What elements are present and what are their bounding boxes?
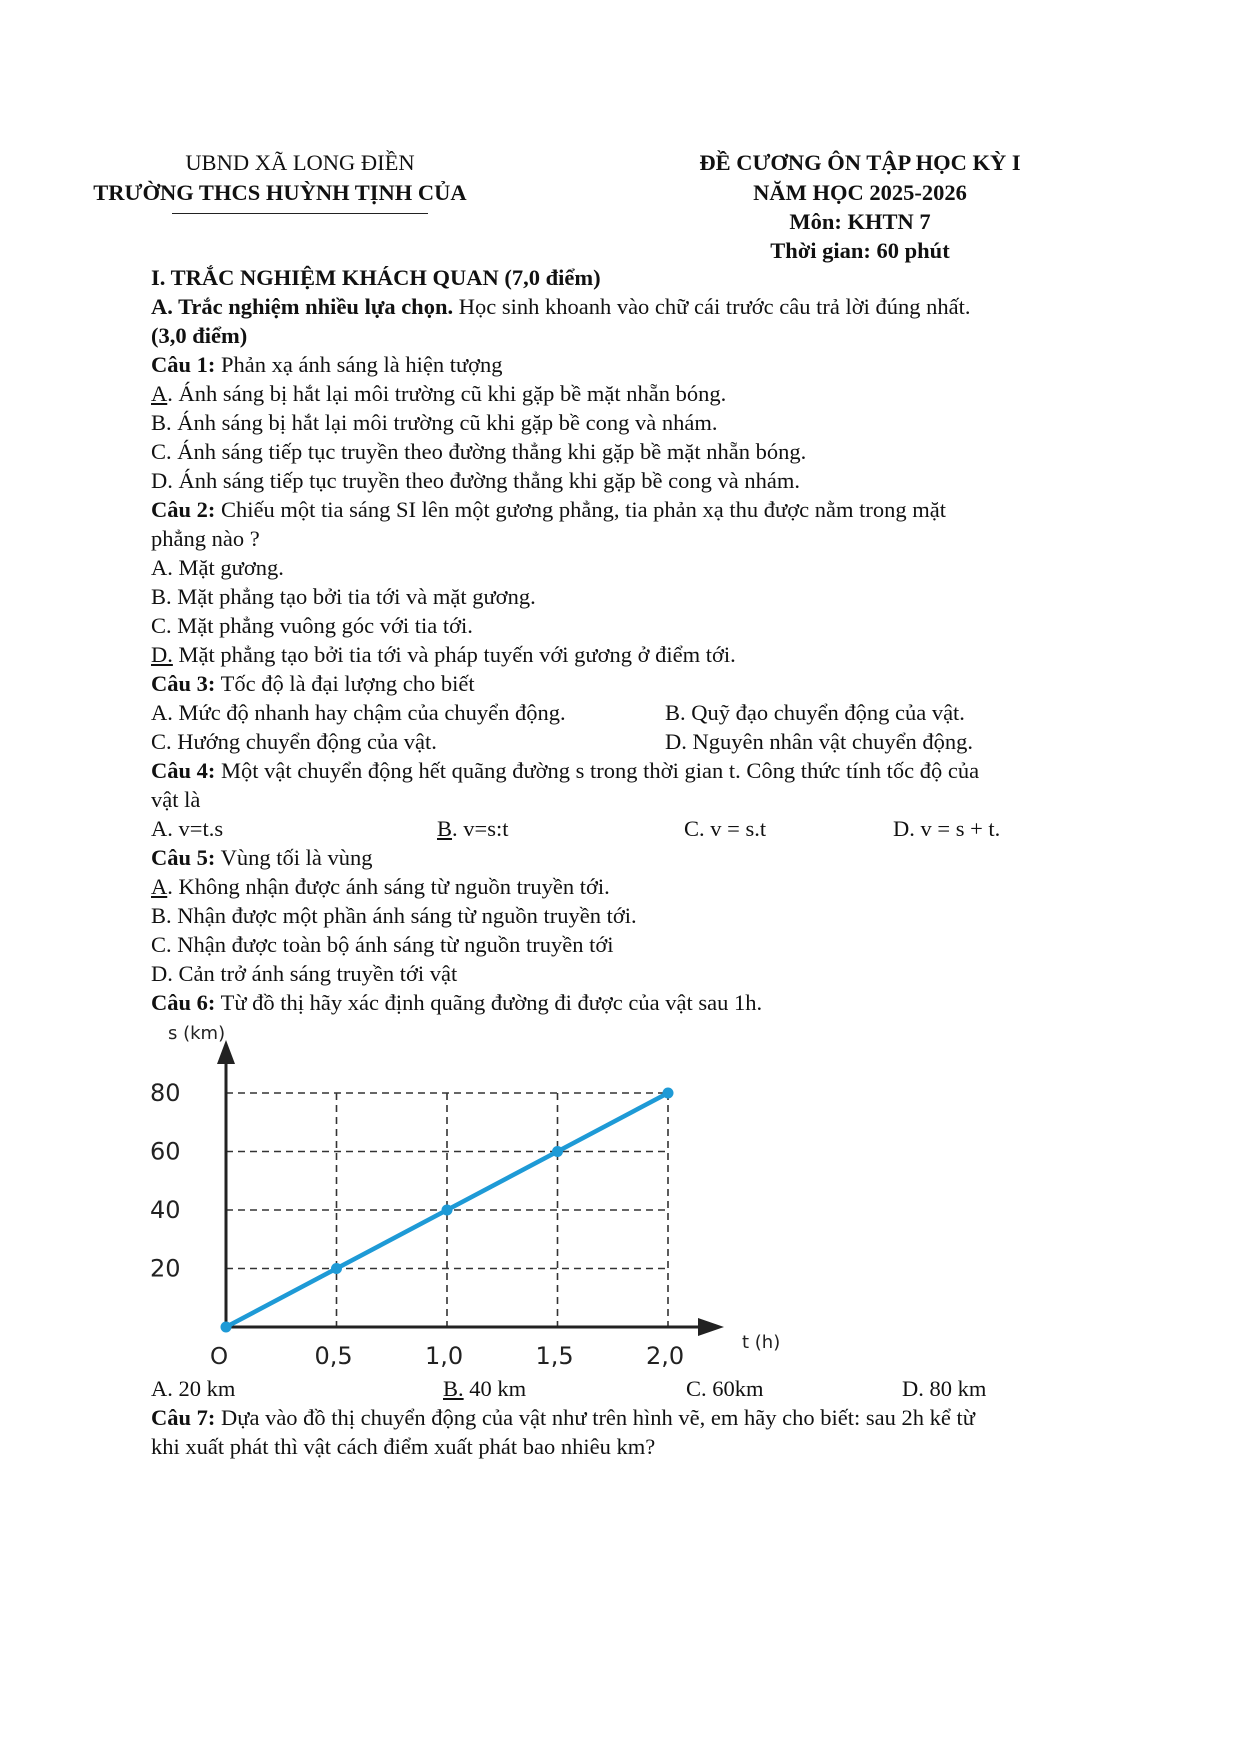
- part-a-heading: [151, 293, 971, 320]
- option-text: 40 km: [463, 1376, 527, 1401]
- section-title: I. TRẮC NGHIỆM KHÁCH QUAN (7,0 điểm): [151, 265, 601, 290]
- q1-option-b: B. Ánh sáng bị hắt lại môi trường cũ khi gặp bề cong và nhám.: [151, 410, 718, 435]
- q4-option-a: A. v=t.s: [151, 816, 224, 841]
- q5-option-a: [151, 873, 610, 900]
- q1-option-a: [151, 380, 726, 407]
- part-a-points: (3,0 điểm): [151, 323, 248, 348]
- q6-option-b: [443, 1375, 526, 1402]
- q5-option-d: D. Cản trở ánh sáng truyền tới vật: [151, 961, 458, 986]
- option-text: . Không nhận được ánh sáng từ nguồn truyền tới.: [167, 874, 610, 899]
- question-4: [151, 757, 979, 784]
- question-label: Câu 1:: [151, 352, 216, 377]
- question-text: Từ đồ thị hãy xác định quãng đường đi được của vật sau 1h.: [215, 990, 763, 1015]
- y-tick-label: 60: [150, 1137, 181, 1166]
- question-text: Vùng tối là vùng: [215, 845, 373, 870]
- question-label: Câu 2:: [151, 497, 216, 522]
- x-tick-label: 2,0: [646, 1342, 685, 1370]
- q2-option-b: B. Mặt phẳng tạo bởi tia tới và mặt gương.: [151, 584, 536, 609]
- question-label: Câu 7:: [151, 1405, 216, 1430]
- data-point: [221, 1322, 232, 1333]
- q3-option-d: D. Nguyên nhân vật chuyển động.: [665, 729, 974, 754]
- question-text: Tốc độ là đại lượng cho biết: [215, 671, 475, 696]
- school-name: TRƯỜNG THCS HUỲNH TỊNH CỦA: [93, 180, 467, 205]
- q6-option-d: D. 80 km: [902, 1376, 987, 1401]
- data-point: [442, 1205, 453, 1216]
- q3-option-a: A. Mức độ nhanh hay chậm của chuyển động.: [151, 700, 566, 725]
- question-text: Một vật chuyển động hết quãng đường s trong thời gian t. Công thức tính tốc độ của: [215, 758, 980, 783]
- q1-option-d: D. Ánh sáng tiếp tục truyền theo đường thẳng khi gặp bề cong và nhám.: [151, 468, 800, 493]
- question-text: Chiếu một tia sáng SI lên một gương phẳng, tia phản xạ thu được nằm trong mặt: [215, 497, 946, 522]
- header-divider: [172, 213, 428, 214]
- x-tick-label: 0,5: [314, 1342, 353, 1370]
- distance-time-graph: [150, 1018, 810, 1373]
- part-a-title: A. Trắc nghiệm nhiều lựa chọn.: [151, 294, 454, 319]
- y-tick-label: 20: [150, 1254, 181, 1283]
- question-label: Câu 4:: [151, 758, 216, 783]
- answer-letter: B.: [443, 1376, 464, 1401]
- y-tick-label: 80: [150, 1079, 181, 1107]
- x-tick-label: 1,0: [425, 1342, 464, 1370]
- answer-letter: A: [151, 381, 168, 406]
- question-text: Dựa vào đồ thị chuyển động của vật như trên hình vẽ, em hãy cho biết: sau 2h kể từ: [215, 1405, 975, 1430]
- duration: Thời gian: 60 phút: [770, 238, 950, 263]
- q6-option-c: C. 60km: [686, 1376, 764, 1401]
- q3-option-b: B. Quỹ đạo chuyển động của vật.: [665, 700, 965, 725]
- q4-option-c: C. v = s.t: [684, 816, 767, 841]
- q4-option-b: [437, 815, 508, 842]
- question-text: Phản xạ ánh sáng là hiện tượng: [215, 352, 503, 377]
- x-tick-label: 1,5: [535, 1342, 574, 1370]
- question-6: [151, 989, 762, 1016]
- question-3: [151, 670, 475, 697]
- answer-letter: D.: [151, 642, 173, 667]
- question-4-continued: vật là: [151, 787, 201, 812]
- q1-option-c: C. Ánh sáng tiếp tục truyền theo đường thẳng khi gặp bề mặt nhẵn bóng.: [151, 439, 807, 464]
- answer-letter: A: [151, 874, 168, 899]
- question-label: Câu 6:: [151, 990, 216, 1015]
- option-text: Mặt phẳng tạo bởi tia tới và pháp tuyến với gương ở điểm tới.: [172, 642, 736, 667]
- y-axis-label: s (km): [168, 1023, 226, 1044]
- question-5: [151, 844, 372, 871]
- question-label: Câu 3:: [151, 671, 216, 696]
- part-a-instruction: Học sinh khoanh vào chữ cái trước câu trả lời đúng nhất.: [453, 294, 971, 319]
- option-text: . v=s:t: [452, 816, 509, 841]
- question-2-continued: phẳng nào ?: [151, 526, 260, 551]
- x-axis-label: t (h): [742, 1332, 781, 1353]
- x-axis-arrow: [698, 1318, 724, 1336]
- question-7: [151, 1404, 975, 1431]
- authority-name: UBND XÃ LONG ĐIỀN: [185, 150, 415, 175]
- q2-option-c: C. Mặt phẳng vuông góc với tia tới.: [151, 613, 473, 638]
- question-1: [151, 351, 503, 378]
- data-point: [663, 1088, 674, 1099]
- y-tick-label: 40: [150, 1196, 181, 1224]
- q5-option-b: B. Nhận được một phần ánh sáng từ nguồn truyền tới.: [151, 903, 637, 928]
- document-title: ĐỀ CƯƠNG ÔN TẬP HỌC KỲ I: [699, 150, 1021, 175]
- question-label: Câu 5:: [151, 845, 216, 870]
- question-7-continued: khi xuất phát thì vật cách điểm xuất phát bao nhiêu km?: [151, 1434, 656, 1459]
- subject: Môn: KHTN 7: [789, 209, 931, 234]
- school-year: NĂM HỌC 2025-2026: [753, 180, 967, 205]
- q5-option-c: C. Nhận được toàn bộ ánh sáng từ nguồn truyền tới: [151, 932, 614, 957]
- q3-option-c: C. Hướng chuyển động của vật.: [151, 729, 437, 754]
- q2-option-a: A. Mặt gương.: [151, 555, 284, 580]
- origin-label: O: [210, 1344, 229, 1370]
- q6-option-a: A. 20 km: [151, 1376, 236, 1401]
- q2-option-d: [151, 641, 736, 668]
- option-text: . Ánh sáng bị hắt lại môi trường cũ khi gặp bề mặt nhẵn bóng.: [167, 381, 727, 406]
- answer-letter: B: [437, 816, 453, 841]
- data-point: [552, 1146, 563, 1157]
- data-point: [331, 1263, 342, 1274]
- q4-option-d: D. v = s + t.: [893, 816, 1001, 841]
- question-2: [151, 496, 946, 523]
